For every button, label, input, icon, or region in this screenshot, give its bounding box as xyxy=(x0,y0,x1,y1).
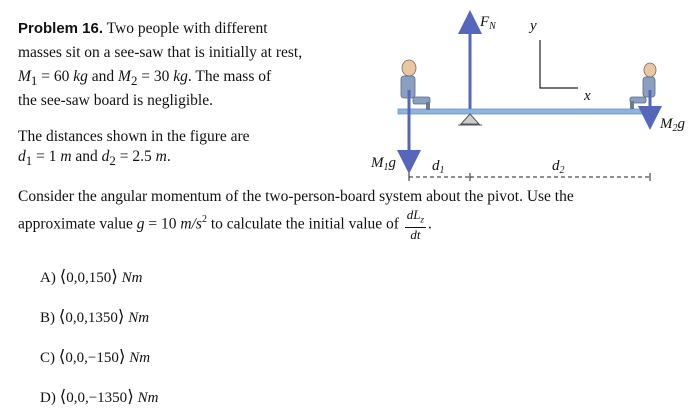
option-value: 0,0,1350 xyxy=(65,310,118,326)
m1-symbol: M xyxy=(18,68,31,85)
option-letter: D) xyxy=(40,390,56,406)
option-unit: Nm xyxy=(121,270,143,286)
fn-label: $F_N$ xyxy=(480,14,496,32)
option-unit: Nm xyxy=(128,310,150,326)
approx-mid: to calculate the initial value of xyxy=(206,215,403,233)
consider-line: Consider the angular momentum of the two-person-board system about the pivot. Use the xyxy=(18,188,574,205)
answer-option[interactable] xyxy=(40,348,150,367)
option-value: 0,0,150 xyxy=(66,270,112,286)
option-value: 0,0,−1350 xyxy=(66,390,128,406)
d2-symbol: d xyxy=(101,148,110,165)
option-unit: Nm xyxy=(137,390,159,406)
coordinate-axes xyxy=(540,40,578,88)
left-angle-bracket: ⟨ xyxy=(59,267,67,286)
x-axis-label: x xyxy=(584,88,591,104)
right-angle-bracket: ⟩ xyxy=(118,347,126,366)
pivot xyxy=(458,114,482,125)
d1-label: $d_1$ xyxy=(432,158,445,176)
option-value: 0,0,−150 xyxy=(65,350,119,366)
fraction-denominator: dt xyxy=(410,226,421,242)
mass-tail: . The mass of xyxy=(187,68,272,85)
m2-unit: kg xyxy=(173,68,188,85)
d2-value: = 2.5 xyxy=(115,148,156,165)
d2-subscript: 2 xyxy=(109,153,116,169)
m2-subscript: 2 xyxy=(130,73,138,89)
d2-unit: m xyxy=(155,148,167,165)
problem-line-2: masses sit on a see-saw that is initially at rest, xyxy=(18,44,303,61)
d2-label: $d_2$ xyxy=(552,158,565,176)
approx-end: . xyxy=(428,215,432,233)
person-2 xyxy=(630,63,656,109)
left-angle-bracket: ⟨ xyxy=(58,307,66,326)
m2g-label: $M_2g$ xyxy=(660,116,685,134)
m1-subscript: 1 xyxy=(30,73,38,89)
option-unit: Nm xyxy=(129,350,151,366)
d1-unit: m xyxy=(60,148,72,165)
g-unit: m/s xyxy=(180,215,202,233)
g-value: = 10 xyxy=(144,215,181,233)
g-exponent: 2 xyxy=(201,214,207,226)
d1-subscript: 1 xyxy=(25,153,33,169)
and-word: and xyxy=(87,68,119,85)
answer-option[interactable] xyxy=(40,388,158,407)
problem-label: Problem 16. xyxy=(18,20,104,37)
d2-tail: . xyxy=(166,148,171,165)
distance-line: The distances shown in the figure are xyxy=(18,128,250,145)
m2-value: = 30 xyxy=(137,68,174,85)
left-angle-bracket: ⟨ xyxy=(58,347,66,366)
fraction-numerator: $dL_z$ xyxy=(405,208,426,228)
y-axis-label: y xyxy=(530,18,537,34)
g-symbol: g xyxy=(136,215,145,233)
d1-symbol: d xyxy=(18,148,26,165)
m1-value: = 60 xyxy=(37,68,74,85)
answer-option[interactable] xyxy=(40,268,142,287)
approx-pre: approximate value xyxy=(18,215,137,233)
problem-line-4: the see-saw board is negligible. xyxy=(18,92,213,109)
m1-unit: kg xyxy=(73,68,88,85)
seesaw-board xyxy=(398,109,656,114)
answer-option[interactable] xyxy=(40,308,149,327)
option-letter: B) xyxy=(40,310,55,326)
option-letter: C) xyxy=(40,350,55,366)
m2-symbol: M xyxy=(118,68,131,85)
right-angle-bracket: ⟩ xyxy=(117,307,125,326)
person-1 xyxy=(401,60,430,110)
m1g-label: $M_1g$ xyxy=(371,155,396,173)
d1-value: = 1 xyxy=(32,148,61,165)
left-angle-bracket: ⟨ xyxy=(59,387,67,406)
right-angle-bracket: ⟩ xyxy=(111,267,118,286)
and-word-2: and xyxy=(71,148,102,165)
option-letter: A) xyxy=(40,270,56,286)
right-angle-bracket: ⟩ xyxy=(127,387,134,406)
problem-line-1-text: Two people with different xyxy=(106,20,268,37)
